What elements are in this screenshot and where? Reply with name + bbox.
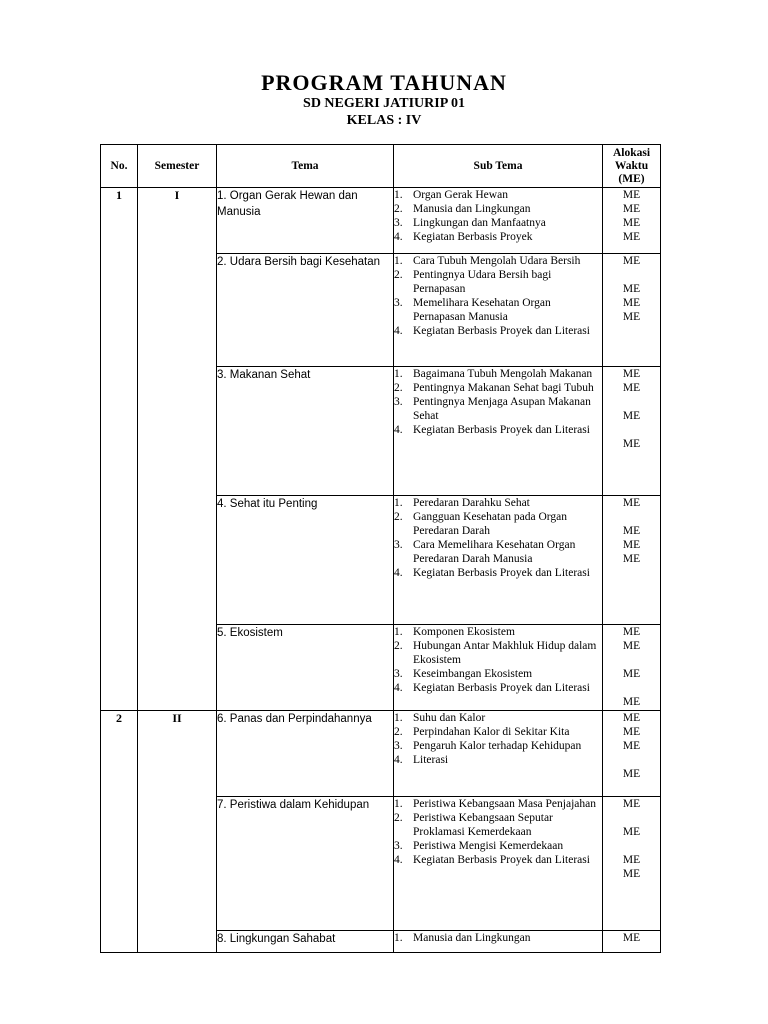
subtema-text: Memelihara Kesehatan Organ Pernapasan Manusia [413, 297, 551, 323]
subtema-number: 2. [394, 269, 403, 281]
alokasi-value: ME [622, 217, 641, 229]
table-body [101, 188, 661, 953]
subtema-text: Kegiatan Berbasis Proyek dan Literasi [413, 854, 590, 866]
subtema-cell [394, 625, 603, 711]
alokasi-cell [603, 625, 661, 711]
alokasi-value: ME [622, 932, 641, 944]
alokasi-value: ME [622, 798, 641, 810]
subtema-number: 2. [394, 382, 403, 394]
alokasi-label-line3: (ME) [618, 172, 645, 185]
alokasi-value [603, 811, 660, 825]
column-header-alokasi [603, 145, 661, 188]
subtema-text: Keseimbangan Ekosistem [413, 668, 533, 680]
subtema-item [394, 753, 602, 767]
subtema-text: Literasi [413, 754, 449, 766]
subtema-text: Suhu dan Kalor [413, 712, 486, 724]
alokasi-cell [603, 797, 661, 931]
subtema-number: 4. [394, 325, 403, 337]
alokasi-value: ME [622, 854, 641, 866]
alokasi-value: ME [622, 283, 641, 295]
class-label: KELAS : IV [346, 113, 422, 128]
annual-program-table [100, 144, 661, 953]
tema-cell: 3. Makanan Sehat [217, 367, 394, 496]
subtema-number: 3. [394, 217, 403, 229]
column-header-semester: Semester [138, 145, 217, 188]
alokasi-value: ME [622, 368, 641, 380]
tema-cell: 7. Peristiwa dalam Kehidupan [217, 797, 394, 931]
alokasi-value: ME [622, 768, 641, 780]
table-row [101, 188, 661, 254]
subtema-item [394, 839, 602, 853]
alokasi-cell [603, 367, 661, 496]
subtema-item [394, 510, 602, 538]
subtema-item [394, 931, 602, 945]
subtema-text: Pentingnya Udara Bersih bagi Pernapasan [413, 269, 552, 295]
tema-cell: 1. Organ Gerak Hewan dan Manusia [217, 188, 394, 254]
subtema-item [394, 268, 602, 296]
alokasi-value: ME [622, 539, 641, 551]
alokasi-cell [603, 711, 661, 797]
subtema-number: 3. [394, 740, 403, 752]
subtema-item [394, 566, 602, 580]
subtema-item [394, 853, 602, 867]
subtema-text: Kegiatan Berbasis Proyek dan Literasi [413, 424, 590, 436]
alokasi-value: ME [622, 668, 641, 680]
subtema-cell [394, 188, 603, 254]
subtema-number: 1. [394, 712, 403, 724]
subtema-item [394, 202, 602, 216]
row-number: 2 [101, 711, 138, 953]
subtema-item [394, 797, 602, 811]
subtema-number: 3. [394, 539, 403, 551]
subtema-number: 1. [394, 255, 403, 267]
alokasi-cell [603, 496, 661, 625]
tema-cell: 2. Udara Bersih bagi Kesehatan [217, 254, 394, 367]
subtema-number: 3. [394, 840, 403, 852]
subtema-number: 3. [394, 668, 403, 680]
alokasi-value [603, 753, 660, 767]
subtema-item [394, 296, 602, 324]
subtema-text: Cara Tubuh Mengolah Udara Bersih [413, 255, 581, 267]
alokasi-value: ME [622, 868, 641, 880]
tema-cell: 6. Panas dan Perpindahannya [217, 711, 394, 797]
subtema-text: Lingkungan dan Manfaatnya [413, 217, 546, 229]
subtema-number: 2. [394, 726, 403, 738]
alokasi-value: ME [622, 712, 641, 724]
semester-cell: II [138, 711, 217, 953]
alokasi-value: ME [622, 525, 641, 537]
subtema-item [394, 230, 602, 244]
subtema-number: 2. [394, 812, 403, 824]
document-title: PROGRAM TAHUNAN [261, 70, 507, 95]
subtema-item [394, 188, 602, 202]
subtema-item [394, 538, 602, 566]
subtema-item [394, 216, 602, 230]
subtema-text: Manusia dan Lingkungan [413, 203, 531, 215]
subtema-cell [394, 496, 603, 625]
school-name: SD NEGERI JATIURIP 01 [303, 96, 465, 111]
subtema-text: Cara Memelihara Kesehatan Organ Peredaran Darah Manusia [413, 539, 576, 565]
subtema-number: 4. [394, 754, 403, 766]
alokasi-value: ME [622, 203, 641, 215]
alokasi-value [603, 681, 660, 695]
tema-cell: 5. Ekosistem [217, 625, 394, 711]
alokasi-value [603, 839, 660, 853]
subtema-text: Peristiwa Mengisi Kemerdekaan [413, 840, 564, 852]
subtema-text: Kegiatan Berbasis Proyek dan Literasi [413, 567, 590, 579]
subtema-text: Perpindahan Kalor di Sekitar Kita [413, 726, 570, 738]
subtema-number: 4. [394, 567, 403, 579]
subtema-item [394, 681, 602, 695]
alokasi-value [603, 395, 660, 409]
subtema-text: Hubungan Antar Makhluk Hidup dalam Ekosistem [413, 640, 597, 666]
alokasi-cell [603, 188, 661, 254]
subtema-number: 3. [394, 396, 403, 408]
subtema-item [394, 324, 602, 338]
subtema-item [394, 423, 602, 437]
subtema-cell [394, 797, 603, 931]
subtema-text: Pentingnya Makanan Sehat bagi Tubuh [413, 382, 594, 394]
alokasi-label-line2: Waktu [614, 159, 649, 172]
alokasi-value: ME [622, 640, 641, 652]
subtema-number: 3. [394, 297, 403, 309]
alokasi-value: ME [622, 255, 641, 267]
subtema-item [394, 381, 602, 395]
subtema-text: Bagaimana Tubuh Mengolah Makanan [413, 368, 593, 380]
subtema-number: 4. [394, 854, 403, 866]
alokasi-value: ME [622, 311, 641, 323]
alokasi-value: ME [622, 826, 641, 838]
subtema-item [394, 496, 602, 510]
alokasi-value: ME [622, 382, 641, 394]
alokasi-value: ME [622, 696, 641, 708]
subtema-text: Kegiatan Berbasis Proyek dan Literasi [413, 325, 590, 337]
alokasi-value [603, 510, 660, 524]
subtema-number: 1. [394, 368, 403, 380]
subtema-cell [394, 367, 603, 496]
subtema-cell [394, 711, 603, 797]
semester-cell: I [138, 188, 217, 711]
alokasi-value: ME [622, 626, 641, 638]
subtema-number: 1. [394, 932, 403, 944]
column-header-subtema: Sub Tema [394, 145, 603, 188]
subtema-item [394, 811, 602, 839]
subtema-text: Kegiatan Berbasis Proyek [413, 231, 533, 243]
alokasi-value: ME [622, 438, 641, 450]
alokasi-value: ME [622, 410, 641, 422]
alokasi-value [603, 268, 660, 282]
alokasi-label-line1: Alokasi [612, 146, 651, 159]
subtema-text: Peristiwa Kebangsaan Masa Penjajahan [413, 798, 596, 810]
subtema-number: 2. [394, 203, 403, 215]
subtema-item [394, 725, 602, 739]
tema-cell: 4. Sehat itu Penting [217, 496, 394, 625]
subtema-cell [394, 931, 603, 953]
subtema-text: Peredaran Darahku Sehat [413, 497, 530, 509]
subtema-number: 2. [394, 640, 403, 652]
alokasi-value: ME [622, 726, 641, 738]
subtema-item [394, 639, 602, 667]
subtema-text: Organ Gerak Hewan [413, 189, 508, 201]
subtema-item [394, 395, 602, 423]
subtema-number: 1. [394, 189, 403, 201]
alokasi-cell [603, 254, 661, 367]
column-header-no: No. [101, 145, 138, 188]
alokasi-value: ME [622, 189, 641, 201]
subtema-item [394, 739, 602, 753]
subtema-text: Manusia dan Lingkungan [413, 932, 531, 944]
alokasi-value: ME [622, 231, 641, 243]
subtema-number: 4. [394, 231, 403, 243]
row-number: 1 [101, 188, 138, 711]
subtema-text: Komponen Ekosistem [413, 626, 515, 638]
subtema-text: Kegiatan Berbasis Proyek dan Literasi [413, 682, 590, 694]
alokasi-value [603, 653, 660, 667]
subtema-text: Pentingnya Menjaga Asupan Makanan Sehat [413, 396, 591, 422]
subtema-item [394, 711, 602, 725]
subtema-number: 2. [394, 511, 403, 523]
tema-cell: 8. Lingkungan Sahabat [217, 931, 394, 953]
table-row [101, 711, 661, 797]
subtema-number: 1. [394, 497, 403, 509]
subtema-text: Pengaruh Kalor terhadap Kehidupan [413, 740, 582, 752]
subtema-text: Gangguan Kesehatan pada Organ Peredaran Darah [413, 511, 568, 537]
subtema-item [394, 367, 602, 381]
alokasi-value: ME [622, 740, 641, 752]
subtema-cell [394, 254, 603, 367]
subtema-item [394, 667, 602, 681]
subtema-item [394, 625, 602, 639]
subtema-number: 4. [394, 682, 403, 694]
subtema-text: Peristiwa Kebangsaan Seputar Proklamasi Kemerdekaan [413, 812, 553, 838]
alokasi-value: ME [622, 497, 641, 509]
subtema-item [394, 254, 602, 268]
alokasi-value [603, 423, 660, 437]
alokasi-cell [603, 931, 661, 953]
table-header-row [101, 145, 661, 188]
column-header-tema: Tema [217, 145, 394, 188]
subtema-number: 4. [394, 424, 403, 436]
alokasi-value: ME [622, 297, 641, 309]
subtema-number: 1. [394, 798, 403, 810]
subtema-number: 1. [394, 626, 403, 638]
alokasi-value: ME [622, 553, 641, 565]
